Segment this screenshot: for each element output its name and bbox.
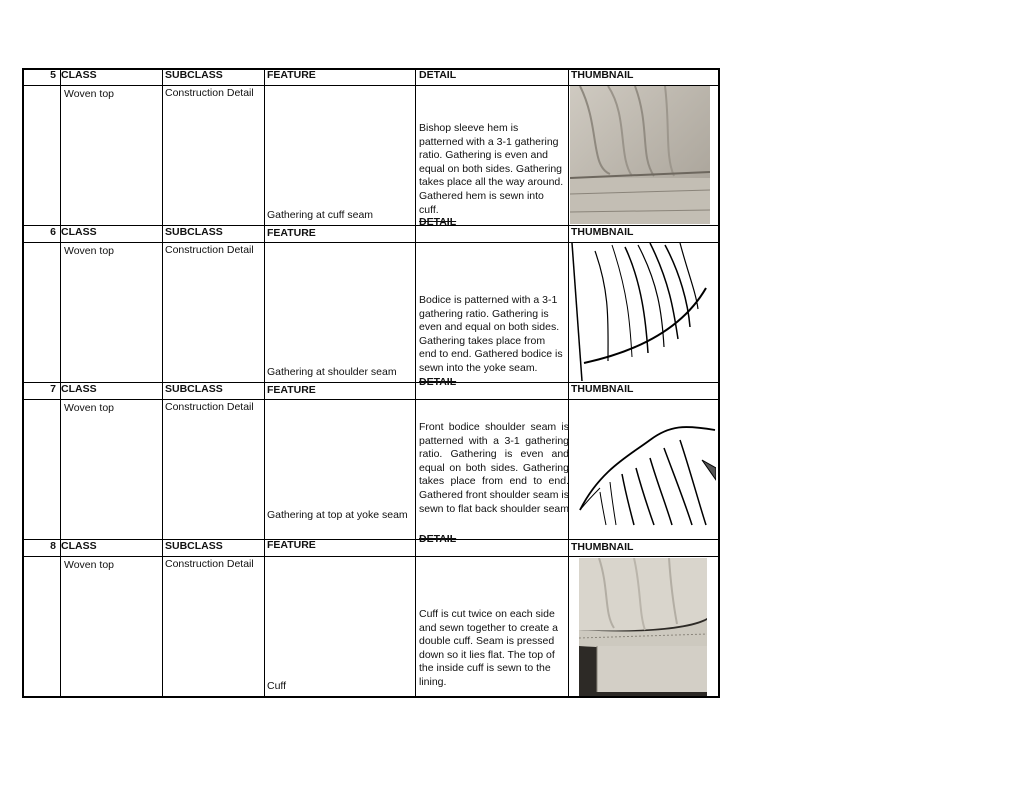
feature-value: Cuff xyxy=(267,680,287,692)
detail-header: DETAIL xyxy=(419,216,457,228)
table-border-bottom xyxy=(22,696,720,698)
subclass-value: Construction Detail xyxy=(165,401,254,413)
column-divider xyxy=(264,68,265,698)
subclass-header: SUBCLASS xyxy=(165,69,223,81)
shoulder-gathering-sketch-icon xyxy=(570,243,716,381)
subclass-header: SUBCLASS xyxy=(165,226,223,238)
row-divider xyxy=(22,539,720,540)
gathered-cuff-photo-icon xyxy=(570,86,710,224)
row-number: 6 xyxy=(50,226,56,238)
thumbnail-header: THUMBNAIL xyxy=(571,383,634,395)
subclass-value: Construction Detail xyxy=(165,87,254,99)
subclass-header: SUBCLASS xyxy=(165,383,223,395)
column-divider xyxy=(568,68,569,698)
detail-value: Front bodice shoulder seam is patterned with a 3-1 gathering ratio. Gathering is even and equal on both sides. Gathering takes place from end to end. Gathered front shoulder seam is sewn to flat back shoulder seam xyxy=(419,421,569,515)
subclass-value: Construction Detail xyxy=(165,558,254,570)
detail-value: Bishop sleeve hem is patterned with a 3-1 gathering ratio. Gathering is even and equal on both sides. Gathering takes place all the way around. Gathered hem is sewn into cuff. xyxy=(419,122,564,216)
feature-header: FEATURE xyxy=(267,539,316,551)
subclass-value: Construction Detail xyxy=(165,244,254,256)
yoke-gathering-sketch-icon xyxy=(570,400,716,538)
detail-value: Cuff is cut twice on each side and sewn together to create a double cuff. Seam is pressed down so it lies flat. The top of the inside cuff is sewn to the lining. xyxy=(419,608,558,688)
row-divider xyxy=(22,556,720,557)
thumbnail-header: THUMBNAIL xyxy=(571,226,634,238)
class-header: CLASS xyxy=(61,226,97,238)
class-header: CLASS xyxy=(61,383,97,395)
feature-header: FEATURE xyxy=(267,227,316,239)
subclass-header: SUBCLASS xyxy=(165,540,223,552)
feature-header: FEATURE xyxy=(267,384,316,396)
feature-value: Gathering at top at yoke seam xyxy=(267,509,408,521)
spec-sheet-table xyxy=(22,68,720,698)
thumbnail-header: THUMBNAIL xyxy=(571,69,634,81)
detail-header: DETAIL xyxy=(419,69,457,81)
detail-header: DETAIL xyxy=(419,533,457,545)
feature-header: FEATURE xyxy=(267,69,316,81)
feature-value: Gathering at cuff seam xyxy=(267,209,374,221)
class-value: Woven top xyxy=(64,559,115,571)
row-number: 7 xyxy=(50,383,56,395)
thumbnail-header: THUMBNAIL xyxy=(571,541,634,553)
class-header: CLASS xyxy=(61,69,97,81)
double-cuff-photo-icon xyxy=(579,558,707,696)
class-value: Woven top xyxy=(64,402,115,414)
row-number: 8 xyxy=(50,540,56,552)
table-border-right xyxy=(718,68,720,698)
column-divider xyxy=(415,68,416,698)
detail-value: Bodice is patterned with a 3-1 gathering ratio. Gathering is even and equal on both sides. Gathering takes place from end to end. Gathered bodice is sewn into the yoke seam. xyxy=(419,294,563,374)
class-header: CLASS xyxy=(61,540,97,552)
detail-header: DETAIL xyxy=(419,376,457,388)
column-divider xyxy=(162,68,163,698)
row-number: 5 xyxy=(50,69,56,81)
class-value: Woven top xyxy=(64,245,115,257)
class-value: Woven top xyxy=(64,88,115,100)
feature-value: Gathering at shoulder seam xyxy=(267,366,397,378)
